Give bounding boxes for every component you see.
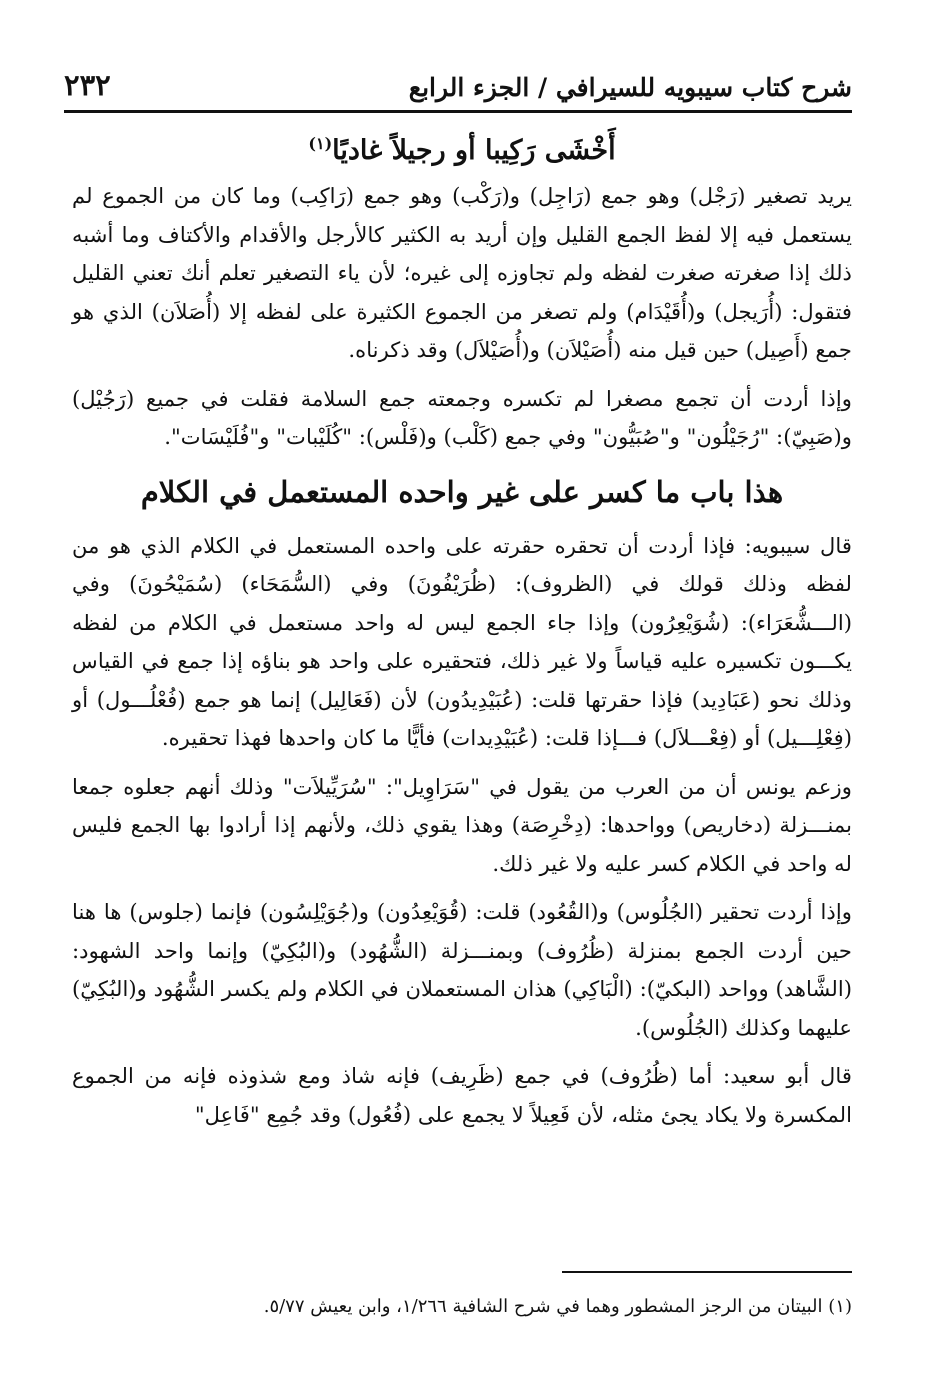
- body-text: [72, 118, 852, 1144]
- footnote-marker: (١): [308, 134, 333, 153]
- footnote-divider: [562, 1271, 852, 1273]
- poetry-verse: [72, 118, 852, 177]
- paragraph: وإذا أردت تحقير (الجُلُوس) و(القُعُود) قلت: (قُوَيْعِدُون) و(جُوَيْلِسُون) فإنما (جلوس) ها هنا حين أردت الجمع بمنزلة (ظُرُوف) وبمنـــزلة (الشُّهُود) و(البُكِيّ) وإنما واحد الشهود: (الشَّاهد) وواحد (البكيّ): (الْبَاكِي) هذان المستعملان في الكلام ولم يكسر الشُّهُود و(البُكِيّ) عليهما وكذلك (الجُلُوس).: [72, 899, 852, 1040]
- chapter-heading: هذا باب ما كسر على غير واحده المستعمل في الكلام: [140, 474, 784, 509]
- paragraph: وزعم يونس أن من العرب من يقول في "سَرَاوِيل": "سُرَيِّيلاَت" وذلك أنهم جعلوه جمعا بمنـــزلة (دخاريص) وواحدها: (دِخْرِصَة) وهذا يقوي ذلك، ولأنهم إذا أرادوا بها الجمع فليس له واحد في الكلام كسر عليه ولا غير ذلك.: [72, 773, 852, 876]
- paragraph: قال سيبويه: فإذا أردت أن تحقره حقرته على واحده المستعمل في الكلام الذي هو من لفظه وذلك قولك في (الظروف): (ظُرَيْفُونَ) وفي (السُّمَحَاء) (سُمَيْحُونَ) وفي (الـــشُّعَرَاء): (شُوَيْعِرُون) وإذا جاء الجمع ليس له واحد مستعمل في الكلام من لفظه يكـــون تكسيره عليه قياساً ولا غير ذلك، فتحقيره على واحد هو بناؤه إذا جمع في القياس وذلك نحو (عَبَادِيد) فإذا حقرتها قلت: (عُبَيْدِيدُون) لأن (فَعَالِيل) إنما هو جمع (فُعْلُـــول) أو (فِعْلِـــيل) أو (فِعْـــلاَل) فـــإذا قلت: (عُبَيْدِيدات) فأيًّا ما كان واحدها فهذا تحقيره.: [72, 532, 852, 750]
- paragraph: يريد تصغير (رَجْل) وهو جمع (رَاجِل) و(رَكْب) وهو جمع (رَاكِب) وما كان من الجموع لم يستعمل فيه إلا لفظ الجمع القليل وإن أريد به الكثير كالأرجل والأقدام والأكتاف وما أشبه ذلك إذا صغرته صغرت لفظه ولم تجاوزه إلى غيره؛ لأن ياء التصغير تعلم أنك تعني القليل فتقول: (أُرَيجل) و(أُقَيْدَام) ولم تصغر من الجموع الكثيرة على لفظه إلا (أُصَلاَن) الذي هو جمع (أَصِيل) حين قيل منه (أُصَيْلاَن) و(أُصَيْلاَل) وقد ذكرناه.: [72, 183, 852, 362]
- book-title: شرح كتاب سيبويه للسيرافي / الجزء الرابع: [408, 73, 852, 102]
- paragraph: وإذا أردت أن تجمع مصغرا لم تكسره وجمعته جمع السلامة فقلت في جميع (رَجُيْل) و(صَبِيّ): "رُجَيْلُون" و"صُبَيُّون" وفي جمع (كَلْب) و(فَلْس): "كُلَيْبات" و"فُلَيْسَات".: [72, 385, 852, 449]
- paragraph: قال أبو سعيد: أما (ظُرُوف) في جمع (ظَرِيف) فإنه شاذ ومع شذوذه فإنه من الجموع المكسرة ولا يكاد يجئ مثله، لأن فَعِيلاً لا يجمع على (فُعُول) وقد جُمِع "فَاعِل": [72, 1063, 852, 1127]
- verse-text: أَخْشَى رَكِيبا أو رجيلاً غاديًا: [332, 135, 616, 166]
- running-head: [64, 60, 852, 113]
- page-number: ٢٣٢: [64, 68, 111, 102]
- footnote: (١) البيتان من الرجز المشطور وهما في شرح الشافية ١/٢٦٦، وابن يعيش ٥/٧٧.: [263, 1296, 852, 1317]
